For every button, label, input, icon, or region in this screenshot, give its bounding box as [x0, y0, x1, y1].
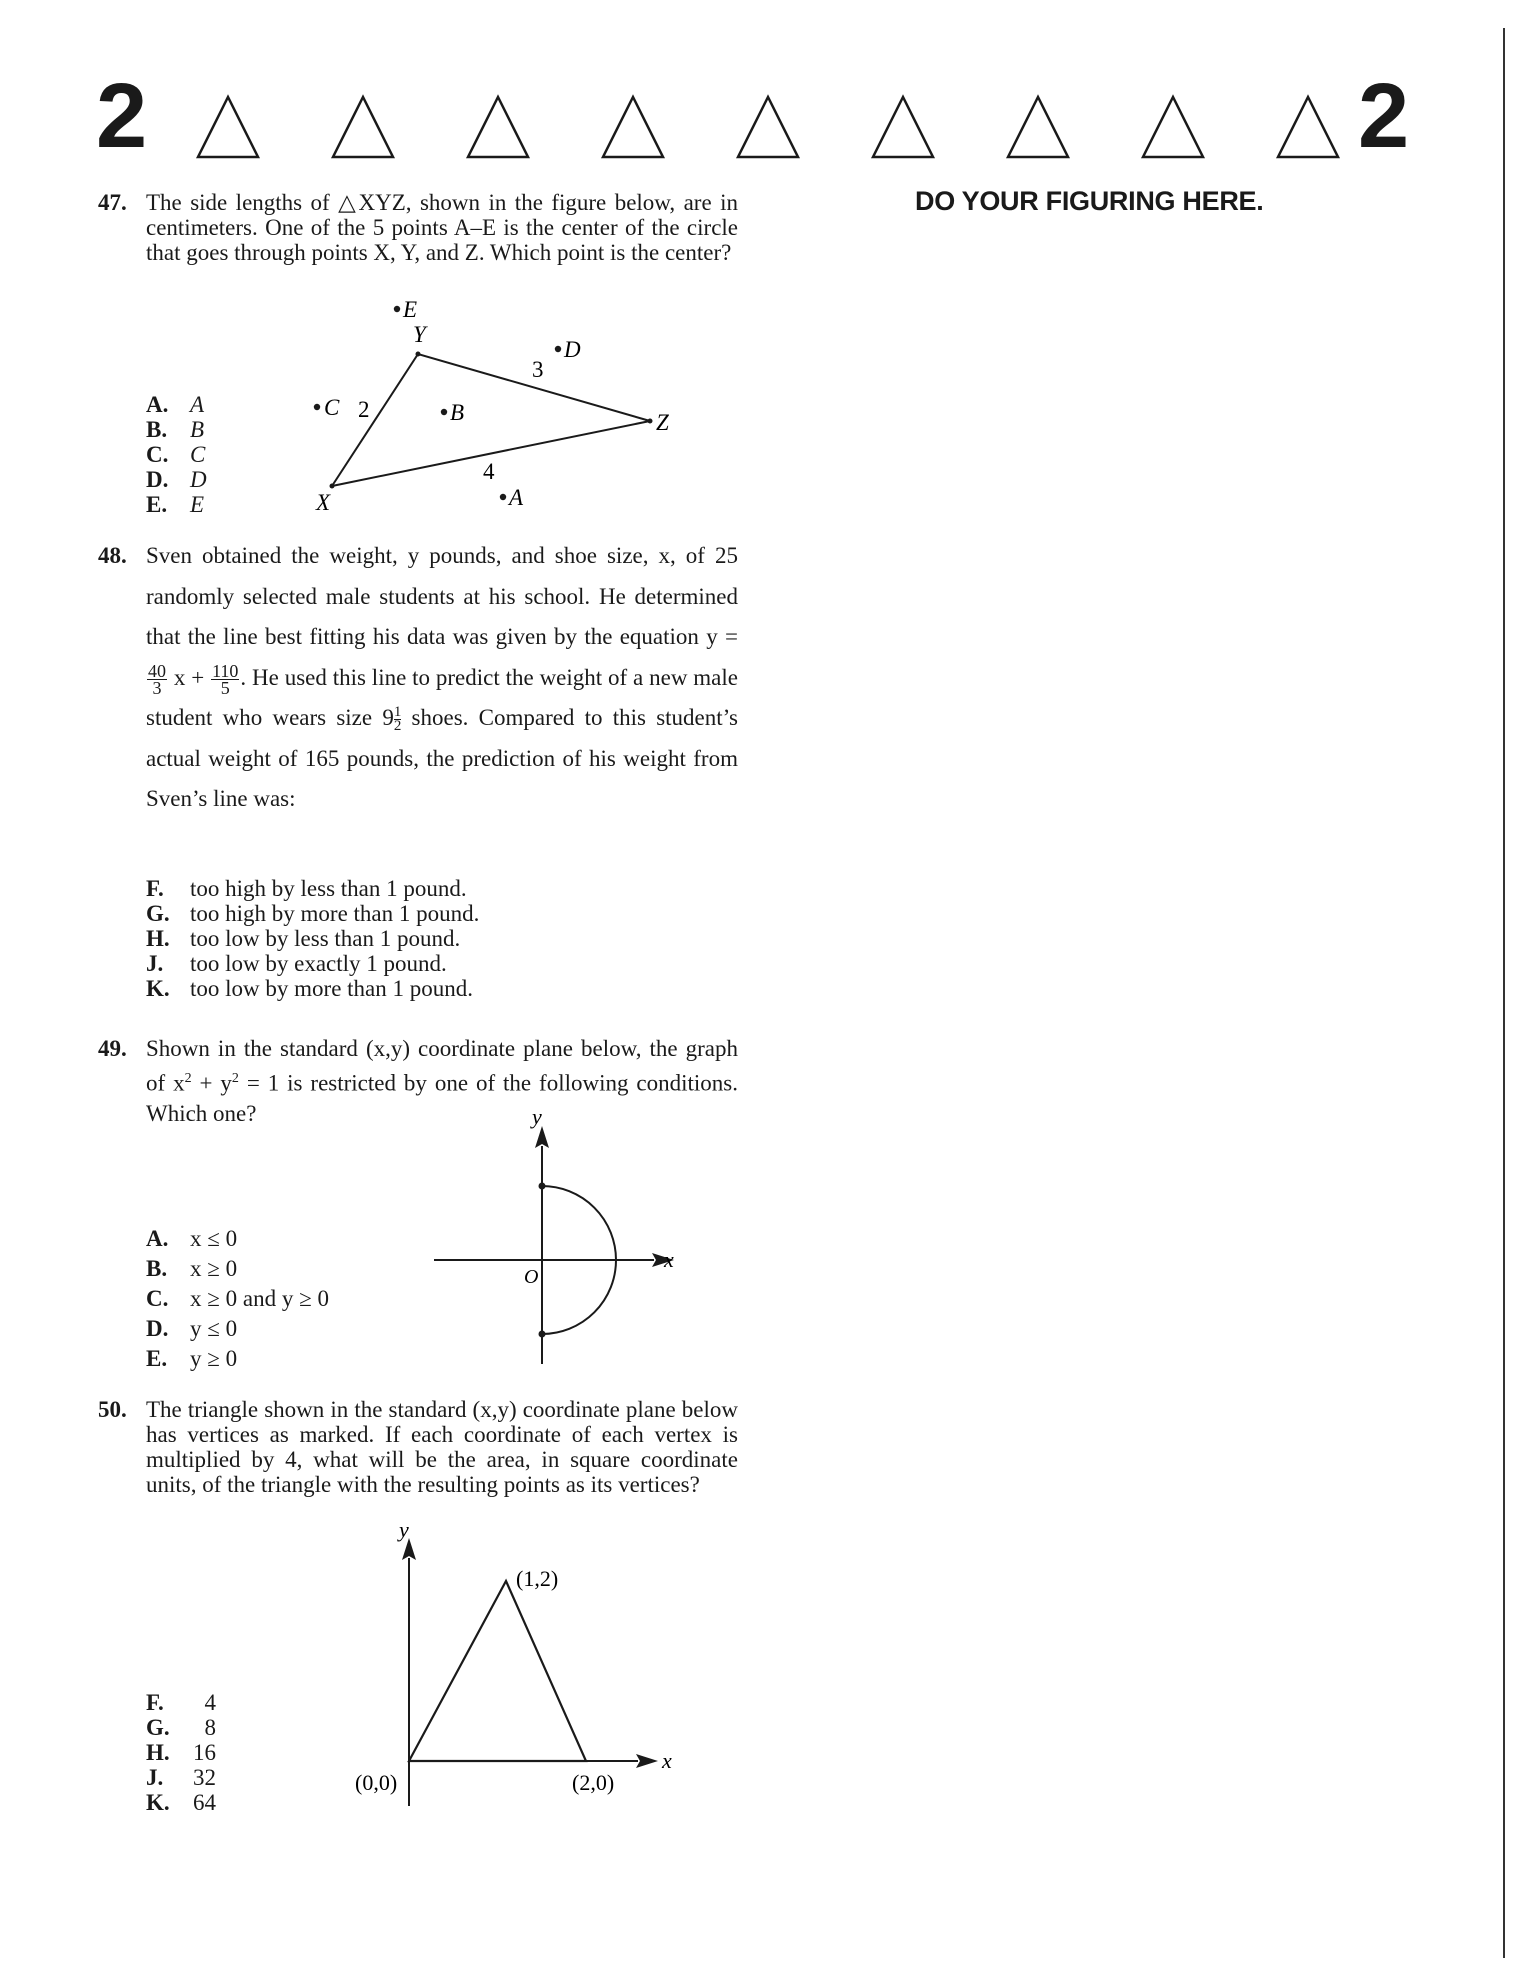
triangle-icon: [603, 97, 663, 157]
question-48: 48. Sven obtained the weight, y pounds, and shoe size, x, of 25 randomly selected male students at his school. He determined that the line best fitting his data was given by the equation y = $\frac{40}{3}$ x + $\frac{110}{5}$ . He used this line to predict the weight of a new male student who wears size 9 $\frac{1}{2}$ shoes. Compared to this student’s actual weight of 165 pounds, the prediction of his weight from Sven’s line was:: [146, 536, 738, 820]
option[interactable]: D. y ≤ 0: [146, 1316, 238, 1341]
question-number: 47.: [98, 190, 127, 215]
option[interactable]: A. x ≤ 0: [146, 1226, 238, 1251]
section-number-right: 2: [1358, 65, 1410, 167]
origin-label: O: [524, 1266, 539, 1288]
x-axis-label: x: [664, 1247, 674, 1272]
options-47: [146, 392, 207, 517]
point-e: E: [403, 297, 418, 322]
option[interactable]: E. y ≥ 0: [146, 1346, 238, 1371]
triangle-icon: [1143, 97, 1203, 157]
question-number: 50.: [98, 1397, 127, 1422]
triangle-icon: [1008, 97, 1068, 157]
option[interactable]: D. D: [146, 467, 207, 492]
section-number-left: 2: [96, 65, 148, 167]
options-50: [146, 1690, 216, 1815]
fraction-40-3: $\frac{40}{3}$: [148, 660, 166, 698]
triangle-icon: [468, 97, 528, 157]
options-48: [146, 876, 479, 1001]
question-50: [98, 1397, 738, 1497]
option[interactable]: J. 32: [146, 1765, 216, 1790]
side-label-3: 3: [532, 357, 544, 382]
option[interactable]: H. 16: [146, 1740, 216, 1765]
vertex-top-label: (1,2): [516, 1566, 559, 1591]
triangle-icon: [198, 97, 258, 157]
option[interactable]: G. 8: [146, 1715, 216, 1740]
point-a: A: [509, 485, 524, 510]
fraction-one-half: $\frac{1}{2}$: [393, 704, 402, 735]
option[interactable]: F. 4: [146, 1690, 216, 1715]
figuring-note: DO YOUR FIGURING HERE.: [915, 186, 1264, 216]
fraction-110-5: $\frac{110}{5}$: [212, 660, 239, 698]
question-number: 49.: [98, 1036, 127, 1061]
option[interactable]: C. C: [146, 442, 206, 467]
option[interactable]: B. x ≥ 0: [146, 1256, 238, 1281]
side-label-2: 2: [358, 397, 370, 422]
y-axis-label: y: [532, 1112, 542, 1129]
vertex-right-label: (2,0): [572, 1770, 615, 1795]
triangle-icon: [873, 97, 933, 157]
vertex-origin-label: (0,0): [355, 1770, 398, 1795]
triangle-banner: [190, 85, 1350, 165]
option[interactable]: E. E: [146, 492, 205, 517]
triangle-icon: [738, 97, 798, 157]
question-text: The side lengths of △XYZ, shown in the figure below, are in centimeters. One of the 5 points A–E is the center of the circle that goes through points X, Y, and Z. Which point is the center?: [146, 190, 738, 265]
question-49: 49. Shown in the standard (x,y) coordinate plane below, the graph of $x^2 + y^2 = 1$ is restricted by one of the following conditions. Which one?: [98, 1036, 738, 1126]
x-axis-label: x: [662, 1748, 672, 1773]
question-number: 48.: [98, 543, 127, 568]
page-right-border: [1503, 28, 1505, 1958]
question-text: The triangle shown in the standard (x,y) coordinate plane below has vertices as marked. If each coordinate of each vertex is multiplied by 4, what will be the area, in square coordinate units, of the triangle with the resulting points as its vertices?: [146, 1397, 738, 1497]
option[interactable]: G. too high by more than 1 pound.: [146, 901, 480, 926]
vertex-y: Y: [413, 322, 426, 347]
point-d: D: [564, 337, 581, 362]
option[interactable]: F. too high by less than 1 pound.: [146, 876, 467, 901]
semicircle-graph: [430, 1112, 700, 1372]
side-label-4: 4: [483, 459, 495, 484]
point-b: B: [450, 400, 465, 425]
option[interactable]: K. 64: [146, 1790, 216, 1815]
y-axis-label: y: [399, 1520, 409, 1542]
point-c: C: [324, 395, 340, 420]
triangle-icon: [1278, 97, 1338, 157]
option[interactable]: A. A: [146, 392, 205, 417]
option[interactable]: B. B: [146, 417, 205, 442]
question-47: [98, 190, 738, 265]
triangle-coordinate-graph: [340, 1520, 700, 1820]
option[interactable]: C. x ≥ 0 and y ≥ 0: [146, 1286, 329, 1311]
triangle-xyz-figure: [300, 292, 700, 517]
option[interactable]: K. too low by more than 1 pound.: [146, 976, 473, 1001]
triangle-icon: [333, 97, 393, 157]
option[interactable]: J. too low by exactly 1 pound.: [146, 951, 447, 976]
options-49: [146, 1224, 329, 1374]
option[interactable]: H. too low by less than 1 pound.: [146, 926, 461, 951]
vertex-x: X: [316, 490, 331, 515]
vertex-z: Z: [656, 410, 669, 435]
